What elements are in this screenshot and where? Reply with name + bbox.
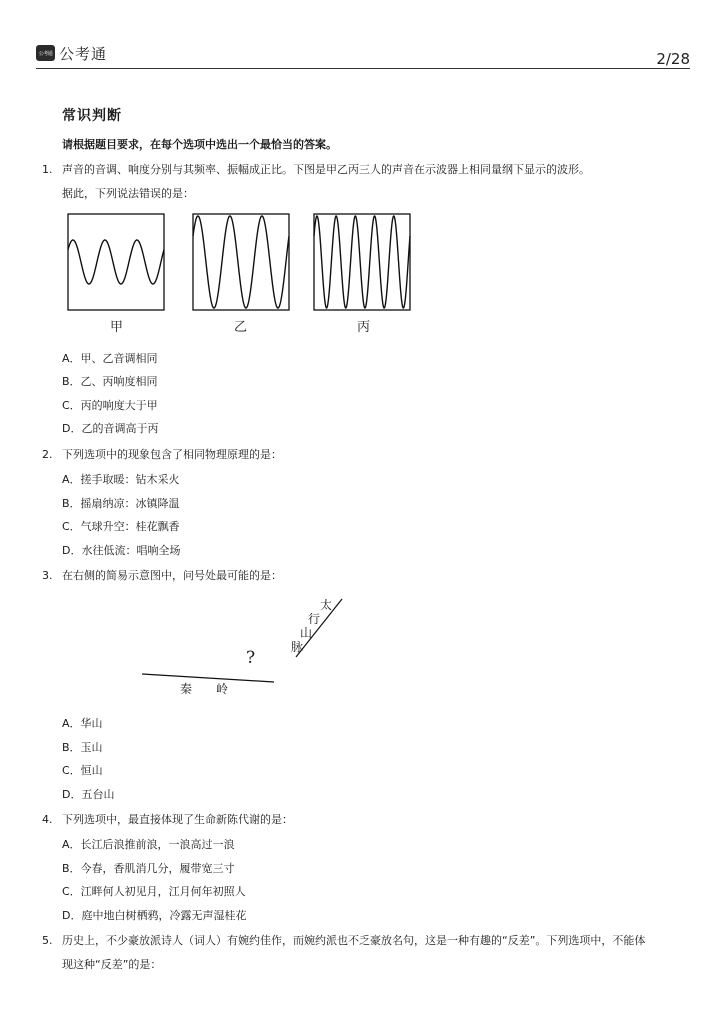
q4-option-b[interactable]: B．今春，香肌消几分，履带宽三寸 <box>62 862 235 875</box>
q1-option-b[interactable]: B．乙、丙响度相同 <box>62 375 158 388</box>
map-char-xing: 行 <box>308 612 321 626</box>
mountain-sketch-map <box>138 590 358 700</box>
map-question-mark: ? <box>246 648 256 668</box>
oscilloscope-waveforms <box>66 212 416 312</box>
brand-name: 公考通 <box>59 45 108 63</box>
map-char-tai: 太 <box>320 598 333 612</box>
q3-option-b[interactable]: B．玉山 <box>62 741 103 754</box>
q3-number: 3. <box>42 569 53 582</box>
q2-option-c[interactable]: C．气球升空：桂花飘香 <box>62 520 180 533</box>
q2-option-d[interactable]: D．水往低流：唱响全场 <box>62 544 181 557</box>
section-title: 常识判断 <box>62 108 122 124</box>
page-number: 2/28 <box>656 50 690 68</box>
oscilloscope-figure <box>66 212 416 334</box>
q3-stem: 在右侧的简易示意图中，问号处最可能的是： <box>62 569 282 582</box>
page-header <box>36 42 690 68</box>
map-char-mai: 脉 <box>291 640 304 654</box>
q2-option-a[interactable]: A．搓手取暖：钻木采火 <box>62 473 180 486</box>
q1-option-d[interactable]: D．乙的音调高于丙 <box>62 422 159 435</box>
q3-option-a[interactable]: A．华山 <box>62 717 103 730</box>
map-char-shan: 山 <box>300 626 313 640</box>
wave-label-bing: 丙 <box>357 320 371 335</box>
q1-option-a[interactable]: A．甲、乙音调相同 <box>62 352 158 365</box>
q3-option-d[interactable]: D．五台山 <box>62 788 115 801</box>
q3-option-c[interactable]: C．恒山 <box>62 764 103 777</box>
logo-icon <box>36 45 55 61</box>
wave-jia <box>68 240 164 284</box>
q2-number: 2. <box>42 448 53 461</box>
q1-stem-line2: 据此，下列说法错误的是： <box>62 187 194 200</box>
q4-number: 4. <box>42 813 53 826</box>
wave-label-yi: 乙 <box>234 320 248 335</box>
map-label-qinling: 秦 岭 <box>180 682 229 696</box>
q4-stem: 下列选项中，最直接体现了生命新陈代谢的是： <box>62 813 293 826</box>
q2-option-b[interactable]: B．摇扇纳凉：冰镇降温 <box>62 497 180 510</box>
q2-stem: 下列选项中的现象包含了相同物理原理的是： <box>62 448 282 461</box>
q4-option-a[interactable]: A．长江后浪推前浪，一浪高过一浪 <box>62 838 235 851</box>
q5-stem-line2: 现这种“反差”的是： <box>62 958 162 971</box>
q4-option-c[interactable]: C．江畔何人初见月，江月何年初照人 <box>62 885 246 898</box>
q1-stem-line1: 声音的音调、响度分别与其频率、振幅成正比。下图是甲乙丙三人的声音在示波器上相同量纲下显示的波形。 <box>62 163 590 176</box>
q1-number: 1. <box>42 163 53 176</box>
wave-bing <box>314 216 410 308</box>
q5-stem-line1: 历史上，不少豪放派诗人（词人）有婉约佳作，而婉约派也不乏豪放名句，这是一种有趣的“反差”。下列选项中，不能体 <box>62 934 646 947</box>
wave-yi <box>193 216 289 308</box>
q1-option-c[interactable]: C．丙的响度大于甲 <box>62 399 158 412</box>
header-divider <box>36 68 690 69</box>
q5-number: 5. <box>42 934 53 947</box>
wave-box-jia <box>68 214 164 310</box>
wave-label-jia: 甲 <box>110 320 124 335</box>
logo-text: 公考通 <box>38 50 53 57</box>
section-instruction: 请根据题目要求，在每个选项中选出一个最恰当的答案。 <box>62 138 337 151</box>
q4-option-d[interactable]: D．庭中地白树栖鸦，冷露无声湿桂花 <box>62 909 247 922</box>
